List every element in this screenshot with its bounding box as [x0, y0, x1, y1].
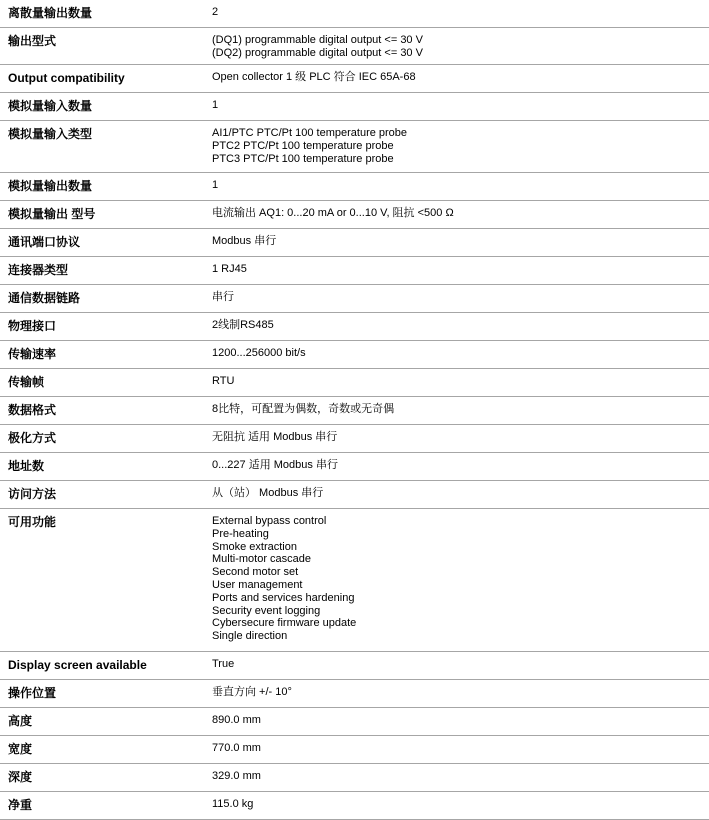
spec-value-line: 2线制RS485: [212, 319, 274, 331]
spec-value-line: External bypass control: [212, 515, 327, 527]
spec-value: [212, 235, 276, 248]
spec-row: [0, 257, 709, 285]
spec-value-line: Modbus 串行: [212, 235, 277, 247]
spec-label: 可用功能: [8, 515, 57, 529]
spec-value-line: PTC2 PTC/Pt 100 temperature probe: [212, 139, 394, 152]
spec-value: [212, 686, 292, 699]
spec-value: [212, 99, 218, 112]
spec-row: [0, 28, 709, 65]
spec-row: [0, 509, 709, 652]
spec-value-line: 0...227 适用 Modbus 串行: [212, 459, 338, 471]
spec-value-line: (DQ1) programmable digital output <= 30 V: [212, 34, 423, 46]
spec-value-line: 1: [212, 179, 219, 191]
spec-label: 极化方式: [8, 431, 57, 445]
spec-value-line: Single direction: [212, 630, 288, 643]
spec-label: 连接器类型: [8, 263, 69, 277]
spec-row: [0, 341, 709, 369]
spec-label: 模拟量输出数量: [8, 179, 93, 193]
spec-value: [212, 459, 338, 472]
spec-label: 物理接口: [8, 319, 57, 333]
spec-value-line: Multi-motor cascade: [212, 553, 312, 566]
spec-value-line: Ports and services hardening: [212, 591, 355, 604]
spec-label: 模拟量输出 型号: [8, 207, 96, 221]
spec-value: [212, 431, 337, 444]
spec-row: [0, 201, 709, 229]
spec-value: [212, 71, 416, 84]
spec-value: [212, 6, 218, 19]
spec-label: 传输帧: [8, 375, 45, 389]
spec-label: 高度: [8, 714, 33, 728]
spec-value-line: 从（站） Modbus 串行: [212, 487, 324, 499]
spec-label: 通信数据链路: [8, 291, 81, 305]
spec-value-line: 8比特，可配置为偶数，奇数或无奇偶: [212, 403, 395, 415]
spec-value: [212, 179, 218, 192]
spec-value: [212, 658, 234, 671]
spec-row: [0, 736, 709, 764]
spec-value-line: 垂直方向 +/- 10°: [212, 686, 292, 698]
spec-row: [0, 425, 709, 453]
spec-value-line: PTC3 PTC/Pt 100 temperature probe: [212, 152, 394, 165]
spec-value-line: 329.0 mm: [212, 770, 261, 782]
spec-value-line: 串行: [212, 291, 234, 303]
spec-label: Display screen available: [8, 658, 147, 672]
spec-value-line: 770.0 mm: [212, 742, 261, 754]
spec-row: [0, 173, 709, 201]
spec-value: [212, 487, 323, 500]
spec-label: Output compatibility: [8, 71, 125, 85]
spec-row: [0, 229, 709, 257]
spec-row: [0, 121, 709, 173]
spec-label: 输出型式: [8, 34, 57, 48]
spec-row: [0, 792, 709, 820]
spec-label: 访问方法: [8, 487, 57, 501]
spec-value: [212, 291, 234, 304]
spec-value: [212, 798, 253, 811]
spec-label: 模拟量输入数量: [8, 99, 93, 113]
spec-row: [0, 397, 709, 425]
spec-value: [212, 347, 306, 360]
spec-value: [212, 515, 356, 643]
spec-value-line: 1 RJ45: [212, 263, 247, 275]
spec-value: [212, 207, 454, 220]
spec-value-line: Second motor set: [212, 566, 299, 579]
spec-label: 深度: [8, 770, 33, 784]
spec-label: 数据格式: [8, 403, 57, 417]
spec-value-line: User management: [212, 578, 303, 591]
spec-value-line: Smoke extraction: [212, 540, 297, 553]
spec-label: 模拟量输入类型: [8, 127, 93, 141]
spec-value-line: 1: [212, 99, 219, 111]
spec-row: [0, 481, 709, 509]
spec-label: 地址数: [8, 459, 45, 473]
spec-value-line: 电流输出 AQ1: 0...20 mA or 0...10 V, 阻抗 <500 Ω: [212, 207, 454, 219]
spec-value: [212, 34, 423, 60]
spec-value-line: (DQ2) programmable digital output <= 30 V: [212, 46, 423, 59]
spec-value-line: Cybersecure firmware update: [212, 617, 357, 630]
spec-label: 宽度: [8, 742, 33, 756]
spec-value-line: Security event logging: [212, 604, 321, 617]
spec-value-line: Pre-heating: [212, 527, 269, 540]
spec-value-line: True: [212, 658, 235, 670]
spec-label: 净重: [8, 798, 33, 812]
spec-label: 操作位置: [8, 686, 57, 700]
spec-value: [212, 375, 234, 388]
spec-value-line: 890.0 mm: [212, 714, 261, 726]
spec-value: [212, 714, 261, 727]
spec-value: [212, 403, 394, 416]
spec-value-line: 无阻抗 适用 Modbus 串行: [212, 431, 338, 443]
spec-row: [0, 708, 709, 736]
spec-value-line: Open collector 1 级 PLC 符合 IEC 65A-68: [212, 71, 416, 83]
spec-value: [212, 319, 274, 332]
spec-row: [0, 65, 709, 93]
spec-row: [0, 369, 709, 397]
spec-value-line: AI1/PTC PTC/Pt 100 temperature probe: [212, 127, 408, 139]
spec-value-line: 1200...256000 bit/s: [212, 347, 306, 359]
spec-value: [212, 263, 247, 276]
spec-row: [0, 313, 709, 341]
spec-row: [0, 652, 709, 680]
spec-row: [0, 764, 709, 792]
spec-value-line: RTU: [212, 375, 235, 387]
spec-row: [0, 285, 709, 313]
spec-value: [212, 127, 407, 165]
spec-value-line: 115.0 kg: [212, 798, 254, 810]
spec-label: 传输速率: [8, 347, 57, 361]
spec-row: [0, 680, 709, 708]
spec-value: [212, 770, 261, 783]
spec-value: [212, 742, 261, 755]
spec-label: 离散量输出数量: [8, 6, 93, 20]
spec-row: [0, 93, 709, 121]
spec-value-line: 2: [212, 6, 219, 18]
spec-label: 通讯端口协议: [8, 235, 81, 249]
spec-row: [0, 0, 709, 28]
spec-row: [0, 453, 709, 481]
